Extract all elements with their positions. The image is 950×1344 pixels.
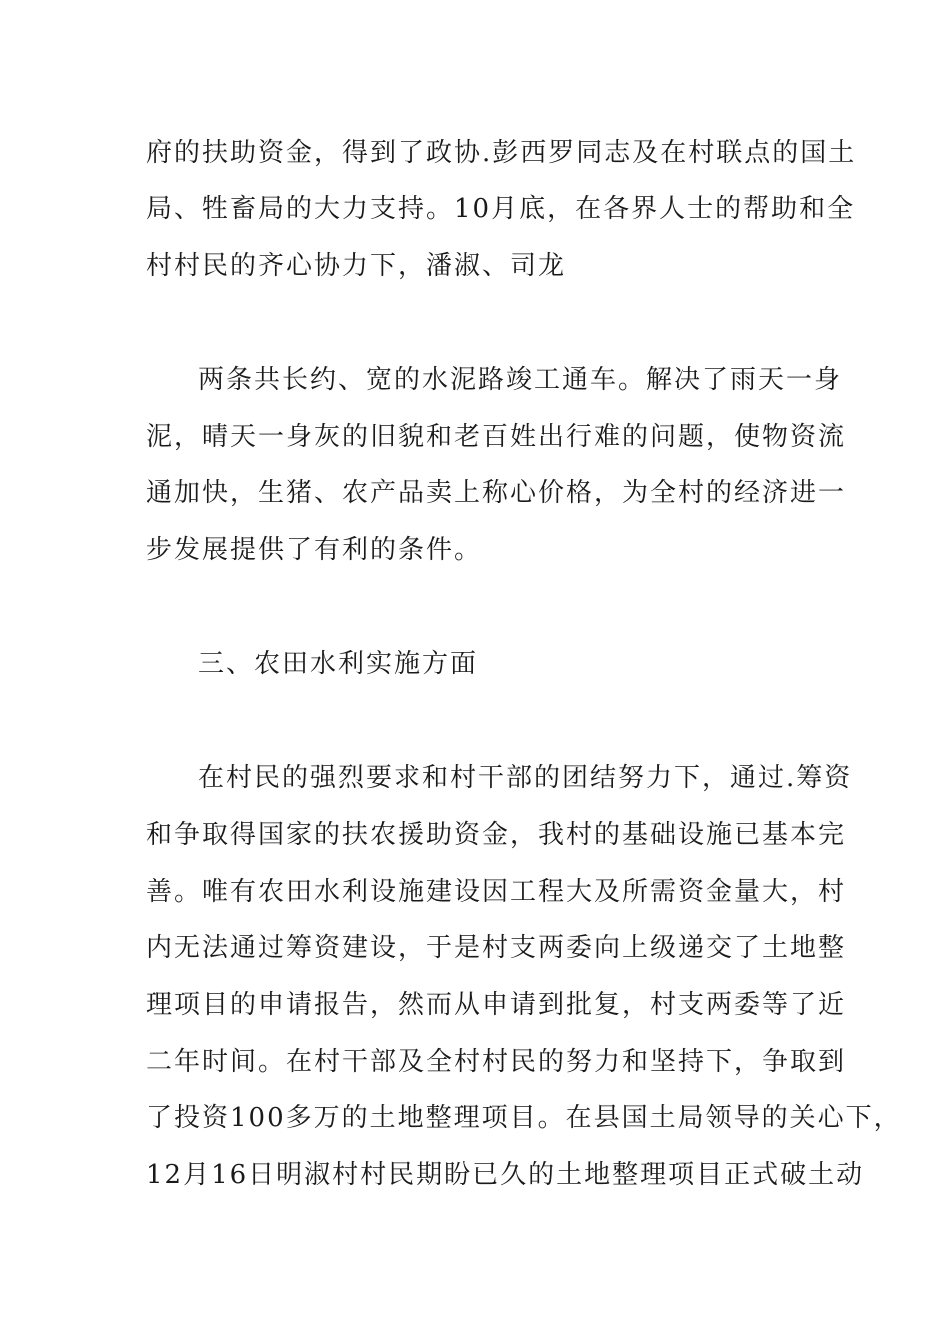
paragraph-line: 善。唯有农田水利设施建设因工程大及所需资金量大，村 [146,877,847,907]
paragraph-line: 理项目的申请报告，然而从申请到批复，村支两委等了近 [146,990,847,1020]
paragraph-line: 内无法通过筹资建设，于是村支两委向上级递交了土地整 [146,933,847,963]
paragraph-line: 泥，晴天一身灰的旧貌和老百姓出行难的问题，使物资流 [146,422,847,452]
paragraph-line: 步发展提供了有利的条件。 [146,535,483,565]
paragraph-line: 和争取得国家的扶农援助资金，我村的基础设施已基本完 [146,820,847,850]
paragraph-line: 府的扶助资金，得到了政协.彭西罗同志及在村联点的国土 [146,138,857,168]
paragraph-line: 两条共长约、宽的水泥路竣工通车。解决了雨天一身 [198,365,843,395]
section-heading: 三、农田水利实施方面 [198,649,479,679]
paragraph-line: 通加快，生猪、农产品卖上称心价格，为全村的经济进一 [146,478,847,508]
paragraph-line: 了投资100多万的土地整理项目。在县国土局领导的关心下， [146,1103,902,1133]
paragraph-line: 12月16日明淑村村民期盼已久的土地整理项目正式破土动 [146,1160,865,1190]
paragraph-line: 局、牲畜局的大力支持。10月底，在各界人士的帮助和全 [146,194,856,224]
paragraph-line: 二年时间。在村干部及全村村民的努力和坚持下，争取到 [146,1047,847,1077]
paragraph-line: 村村民的齐心协力下，潘淑、司龙 [146,251,567,281]
paragraph-line: 在村民的强烈要求和村干部的团结努力下，通过.筹资 [198,763,853,793]
